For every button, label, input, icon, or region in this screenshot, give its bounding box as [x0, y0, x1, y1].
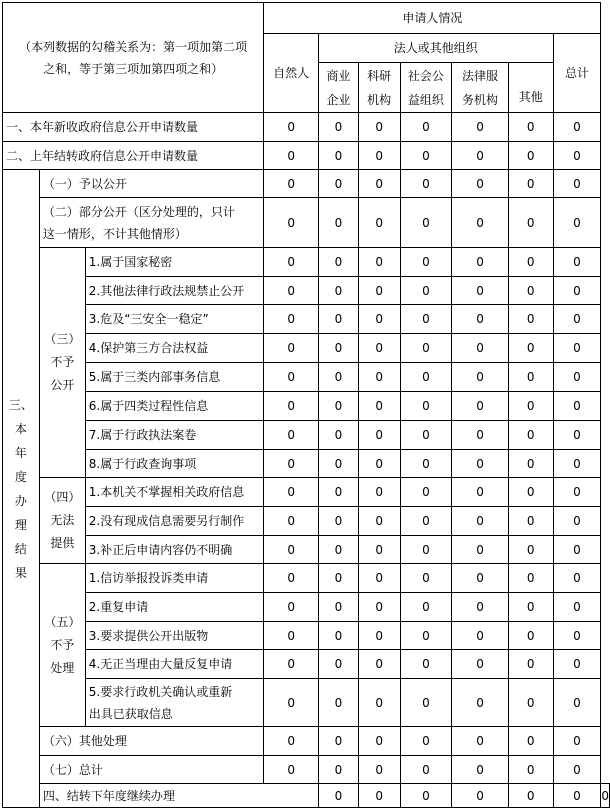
- cell-value: 0: [553, 305, 601, 334]
- cell-value: 0: [319, 392, 359, 421]
- cell-value: 0: [553, 113, 601, 142]
- row-label: 5.要求行政机关确认或重新 出具已获取信息: [85, 679, 264, 727]
- cell-value: 0: [400, 622, 452, 650]
- cell-value: 0: [400, 727, 452, 756]
- cell-value: 0: [319, 478, 359, 507]
- research-institution-header: 科研 机构: [358, 63, 400, 113]
- cell-value: 0: [400, 756, 452, 784]
- cell-value: 0: [319, 450, 359, 478]
- cell-value: 0: [358, 679, 400, 727]
- cell-value: 0: [319, 277, 359, 305]
- row-label: 6.属于四类过程性信息: [85, 392, 264, 421]
- cell-value: 0: [452, 421, 509, 450]
- cell-value: 0: [319, 622, 359, 650]
- cell-value: 0: [553, 564, 601, 593]
- cell-value: 0: [264, 334, 319, 363]
- row-label: 5.属于三类内部事务信息: [85, 363, 264, 392]
- cell-value: 0: [264, 679, 319, 727]
- cell-value: 0: [358, 507, 400, 536]
- cell-value: 0: [508, 113, 553, 142]
- cell-value: 0: [319, 363, 359, 392]
- cell-value: 0: [319, 784, 359, 808]
- row-label: （一）予以公开: [39, 170, 263, 198]
- cell-value: 0: [452, 507, 509, 536]
- cell-value: 0: [319, 507, 359, 536]
- cell-value: 0: [452, 478, 509, 507]
- cell-value: 0: [264, 593, 319, 622]
- cell-value: 0: [452, 305, 509, 334]
- cell-value: 0: [319, 593, 359, 622]
- cell-value: 0: [264, 756, 319, 784]
- cell-value: 0: [358, 142, 400, 170]
- cell-value: 0: [358, 277, 400, 305]
- cell-value: 0: [553, 363, 601, 392]
- cell-value: 0: [553, 277, 601, 305]
- note-line-2: 之和，等于第三项加第四项之和）: [43, 61, 224, 76]
- cell-value: 0: [553, 784, 601, 808]
- cell-value: 0: [452, 622, 509, 650]
- legal-or-other-org-header: 法人或其他组织: [319, 34, 554, 63]
- cell-value: 0: [553, 421, 601, 450]
- cell-value: 0: [452, 113, 509, 142]
- cell-value: 0: [508, 679, 553, 727]
- cell-value: 0: [358, 650, 400, 679]
- row-label: 3.危及“三安全一稳定”: [85, 305, 264, 334]
- cell-value: 0: [553, 142, 601, 170]
- cell-value: 0: [553, 248, 601, 277]
- cell-value: 0: [264, 507, 319, 536]
- group-4-unable-to-provide-label: （四） 无法 提供: [39, 478, 85, 564]
- cell-value: 0: [264, 622, 319, 650]
- cell-value: 0: [452, 277, 509, 305]
- cell-value: 0: [452, 198, 509, 248]
- cell-value: 0: [452, 756, 509, 784]
- row-label: 4.保护第三方合法权益: [85, 334, 264, 363]
- cell-value: 0: [400, 198, 452, 248]
- commercial-enterprise-header: 商业 企业: [319, 63, 359, 113]
- cell-value: 0: [400, 142, 452, 170]
- cell-value: 0: [400, 536, 452, 564]
- cell-value: 0: [358, 113, 400, 142]
- cell-value: 0: [358, 170, 400, 198]
- cell-value: 0: [553, 170, 601, 198]
- cell-value: 0: [553, 679, 601, 727]
- row-label: （七）总计: [39, 756, 263, 784]
- cell-value: 0: [264, 198, 319, 248]
- cell-value: 0: [508, 421, 553, 450]
- cell-value: 0: [508, 536, 553, 564]
- cell-value: 0: [319, 756, 359, 784]
- cell-value: 0: [400, 170, 452, 198]
- cell-value: 0: [358, 248, 400, 277]
- cell-value: 0: [264, 478, 319, 507]
- natural-person-header: 自然人: [264, 34, 319, 113]
- cell-value: 0: [264, 305, 319, 334]
- cell-value: 0: [358, 363, 400, 392]
- group-3-withheld-label: （三） 不予 公开: [39, 248, 85, 478]
- note-line-1: （本列数据的勾稽关系为：第一项加第二项: [19, 39, 248, 54]
- cell-value: 0: [319, 727, 359, 756]
- cell-value: 0: [508, 248, 553, 277]
- cell-value: 0: [319, 650, 359, 679]
- cell-value: 0: [264, 536, 319, 564]
- cell-value: 0: [358, 392, 400, 421]
- cell-value: 0: [400, 392, 452, 421]
- cell-value: 0: [553, 334, 601, 363]
- cell-value: 0: [452, 142, 509, 170]
- cell-value: 0: [508, 277, 553, 305]
- cell-value: 0: [400, 507, 452, 536]
- row-label: 1.本机关不掌握相关政府信息: [85, 478, 264, 507]
- cell-value: 0: [358, 756, 400, 784]
- cell-value: 0: [400, 113, 452, 142]
- row-label: 2.其他法律行政法规禁止公开: [85, 277, 264, 305]
- row-label: 3.补正后申请内容仍不明确: [85, 536, 264, 564]
- cell-value: 0: [508, 142, 553, 170]
- cell-value: 0: [319, 564, 359, 593]
- cell-value: 0: [264, 113, 319, 142]
- cell-value: 0: [400, 478, 452, 507]
- cell-value: 0: [400, 650, 452, 679]
- cell-value: 0: [553, 622, 601, 650]
- cell-value: 0: [400, 450, 452, 478]
- cell-value: 0: [319, 421, 359, 450]
- statistics-table: [2, 2, 610, 808]
- other-header: 其他: [508, 63, 553, 113]
- cell-value: 0: [319, 305, 359, 334]
- cell-value: 0: [400, 593, 452, 622]
- cell-value: 0: [319, 170, 359, 198]
- cell-value: 0: [319, 536, 359, 564]
- cell-value: 0: [264, 650, 319, 679]
- cell-value: 0: [452, 334, 509, 363]
- row-label: 8.属于行政查询事项: [85, 450, 264, 478]
- cell-value: 0: [264, 170, 319, 198]
- column-relationship-note: [3, 3, 264, 113]
- row-label: 一、本年新收政府信息公开申请数量: [3, 113, 264, 142]
- cell-value: 0: [508, 170, 553, 198]
- cell-value: 0: [358, 334, 400, 363]
- cell-value: 0: [508, 198, 553, 248]
- cell-value: 0: [508, 593, 553, 622]
- cell-value: 0: [358, 593, 400, 622]
- cell-value: 0: [452, 564, 509, 593]
- cell-value: 0: [319, 198, 359, 248]
- row-label: （六）其他处理: [39, 727, 263, 756]
- cell-value: 0: [400, 248, 452, 277]
- cell-value: 0: [452, 679, 509, 727]
- cell-value: 0: [508, 727, 553, 756]
- cell-value: 0: [358, 727, 400, 756]
- cell-value: 0: [400, 277, 452, 305]
- legal-service-org-header: 法律服 务机构: [452, 63, 509, 113]
- cell-value: 0: [553, 392, 601, 421]
- cell-value: 0: [508, 622, 553, 650]
- section-3-label: 三、 本 年 度 办 理 结 果: [3, 170, 40, 808]
- cell-value: 0: [452, 593, 509, 622]
- row-label: 二、上年结转政府信息公开申请数量: [3, 142, 264, 170]
- cell-value: 0: [452, 727, 509, 756]
- cell-value: 0: [508, 507, 553, 536]
- cell-value: 0: [508, 650, 553, 679]
- cell-value: 0: [264, 277, 319, 305]
- cell-value: 0: [601, 784, 610, 808]
- cell-value: 0: [452, 450, 509, 478]
- row-label: 3.要求提供公开出版物: [85, 622, 264, 650]
- cell-value: 0: [452, 248, 509, 277]
- cell-value: 0: [358, 450, 400, 478]
- cell-value: 0: [264, 363, 319, 392]
- cell-value: 0: [400, 421, 452, 450]
- row-label: 1.属于国家秘密: [85, 248, 264, 277]
- cell-value: 0: [400, 363, 452, 392]
- cell-value: 0: [553, 198, 601, 248]
- cell-value: 0: [400, 564, 452, 593]
- cell-value: 0: [358, 564, 400, 593]
- cell-value: 0: [319, 334, 359, 363]
- cell-value: 0: [358, 198, 400, 248]
- cell-value: 0: [264, 450, 319, 478]
- row-label: 4.无正当理由大量反复申请: [85, 650, 264, 679]
- group-5-not-processed-label: （五） 不予 处理: [39, 564, 85, 727]
- cell-value: 0: [553, 478, 601, 507]
- cell-value: 0: [264, 248, 319, 277]
- cell-value: 0: [358, 305, 400, 334]
- cell-value: 0: [508, 756, 553, 784]
- cell-value: 0: [508, 450, 553, 478]
- cell-value: 0: [400, 784, 452, 808]
- row-label: 7.属于行政执法案卷: [85, 421, 264, 450]
- cell-value: 0: [400, 334, 452, 363]
- cell-value: 0: [553, 727, 601, 756]
- cell-value: 0: [264, 421, 319, 450]
- cell-value: 0: [452, 536, 509, 564]
- cell-value: 0: [319, 248, 359, 277]
- cell-value: 0: [452, 363, 509, 392]
- cell-value: 0: [358, 421, 400, 450]
- cell-value: 0: [319, 679, 359, 727]
- cell-value: 0: [508, 305, 553, 334]
- cell-value: 0: [553, 507, 601, 536]
- total-header: 总计: [553, 34, 601, 113]
- cell-value: 0: [553, 756, 601, 784]
- cell-value: 0: [508, 564, 553, 593]
- cell-value: 0: [508, 363, 553, 392]
- row-label: 1.信访举报投诉类申请: [85, 564, 264, 593]
- cell-value: 0: [358, 622, 400, 650]
- cell-value: 0: [358, 536, 400, 564]
- cell-value: 0: [452, 392, 509, 421]
- cell-value: 0: [264, 727, 319, 756]
- social-welfare-org-header: 社会公 益组织: [400, 63, 452, 113]
- cell-value: 0: [264, 142, 319, 170]
- cell-value: 0: [358, 478, 400, 507]
- cell-value: 0: [508, 334, 553, 363]
- cell-value: 0: [508, 784, 553, 808]
- row-label: 2.没有现成信息需要另行制作: [85, 507, 264, 536]
- cell-value: 0: [452, 650, 509, 679]
- cell-value: 0: [452, 170, 509, 198]
- row-label: 四、结转下年度继续办理: [39, 784, 318, 808]
- applicant-status-header: 申请人情况: [264, 3, 601, 34]
- cell-value: 0: [553, 536, 601, 564]
- cell-value: 0: [508, 392, 553, 421]
- row-label: 2.重复申请: [85, 593, 264, 622]
- cell-value: 0: [553, 450, 601, 478]
- cell-value: 0: [553, 593, 601, 622]
- cell-value: 0: [553, 650, 601, 679]
- cell-value: 0: [264, 392, 319, 421]
- cell-value: 0: [400, 305, 452, 334]
- cell-value: 0: [452, 784, 509, 808]
- cell-value: 0: [319, 142, 359, 170]
- cell-value: 0: [400, 679, 452, 727]
- cell-value: 0: [319, 113, 359, 142]
- row-label: （二）部分公开（区分处理的，只计 这一情形，不计其他情形）: [39, 198, 263, 248]
- cell-value: 0: [508, 478, 553, 507]
- cell-value: 0: [358, 784, 400, 808]
- cell-value: 0: [264, 564, 319, 593]
